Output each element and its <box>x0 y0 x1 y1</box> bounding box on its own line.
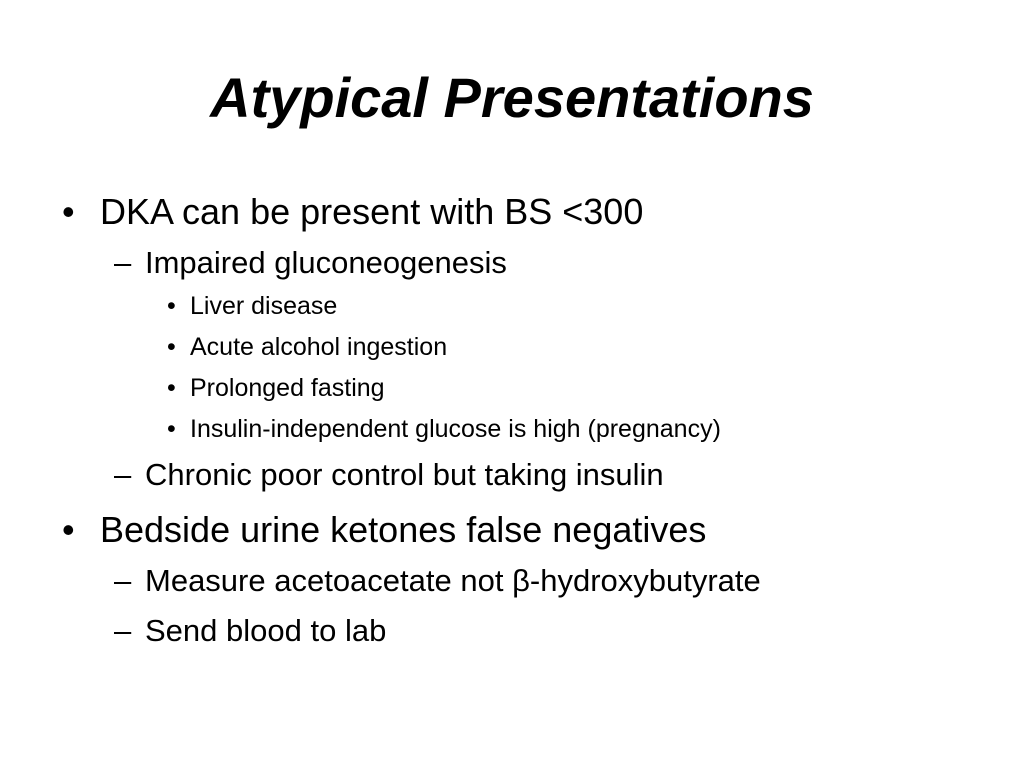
sub-item: Measure acetoacetate not β-hydroxybutyrate <box>145 563 761 598</box>
slide-title: Atypical Presentations <box>210 66 814 129</box>
dash-marker: – <box>114 245 132 280</box>
bullet-marker: • <box>62 509 75 550</box>
sub-sub-item: Liver disease <box>190 292 338 320</box>
sub-item: Impaired gluconeogenesis <box>145 245 507 280</box>
bullet-marker: • <box>167 333 176 361</box>
bullet-marker: • <box>62 191 75 232</box>
bullet-item: Bedside urine ketones false negatives <box>100 509 707 550</box>
bullet-marker: • <box>167 415 176 443</box>
bullet-marker: • <box>167 292 176 320</box>
bullet-item: DKA can be present with BS <300 <box>100 191 644 232</box>
sub-sub-item: Acute alcohol ingestion <box>190 333 448 361</box>
dash-marker: – <box>114 563 132 598</box>
sub-sub-item: Prolonged fasting <box>190 374 385 402</box>
sub-item: Chronic poor control but taking insulin <box>145 457 664 492</box>
dash-marker: – <box>114 457 132 492</box>
sub-item: Send blood to lab <box>145 613 387 648</box>
bullet-marker: • <box>167 374 176 402</box>
dash-marker: – <box>114 613 132 648</box>
sub-sub-item: Insulin-independent glucose is high (pregnancy) <box>190 415 721 443</box>
